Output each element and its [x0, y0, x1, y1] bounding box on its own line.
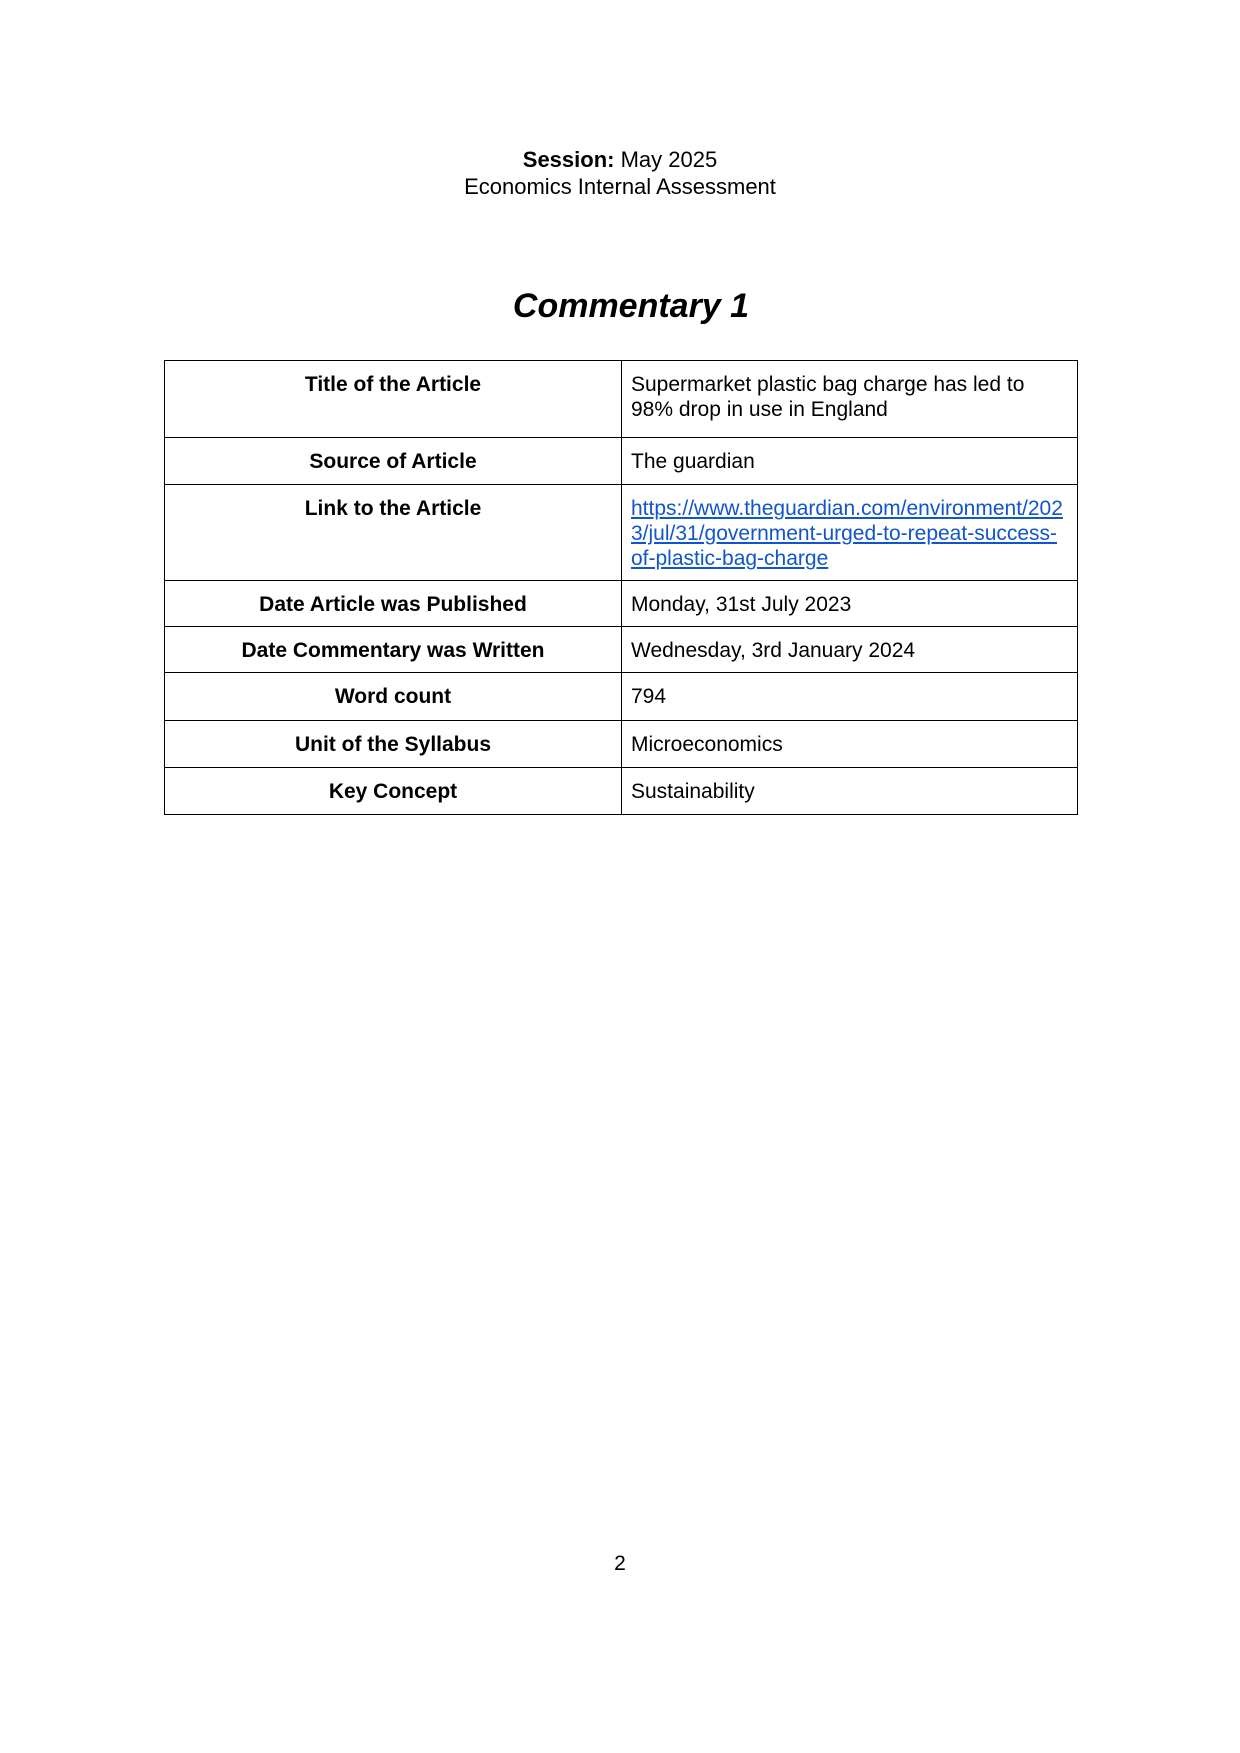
table-row [165, 581, 1078, 627]
table-row [165, 768, 1078, 815]
row-value-date-published: Monday, 31st July 2023 [622, 581, 1078, 627]
row-label-unit: Unit of the Syllabus [165, 721, 622, 768]
row-label-date-published: Date Article was Published [165, 581, 622, 627]
session-value: May 2025 [620, 147, 718, 172]
table-row [165, 627, 1078, 673]
page-number: 2 [614, 1552, 626, 1575]
session-label: Session: [522, 147, 615, 172]
row-label-date-written: Date Commentary was Written [165, 627, 622, 673]
row-label-key-concept: Key Concept [165, 768, 622, 815]
table-row [165, 721, 1078, 768]
row-value-word-count: 794 [622, 673, 1078, 721]
table-row [165, 673, 1078, 721]
article-link[interactable]: https://www.theguardian.com/environment/2023/jul/31/government-urged-to-repeat-success-of-plastic-bag-charge [631, 497, 1063, 570]
row-value-unit: Microeconomics [622, 721, 1078, 768]
table-row [165, 361, 1078, 438]
row-label-source: Source of Article [165, 438, 622, 485]
row-value-source: The guardian [622, 438, 1078, 485]
session-line [0, 146, 1240, 173]
row-value-title: Supermarket plastic bag charge has led to 98% drop in use in England [622, 361, 1078, 438]
table-row [165, 438, 1078, 485]
table-row [165, 485, 1078, 581]
row-value-key-concept: Sustainability [622, 768, 1078, 815]
document-subtitle: Economics Internal Assessment [464, 174, 776, 199]
row-value-date-written: Wednesday, 3rd January 2024 [622, 627, 1078, 673]
row-label-title: Title of the Article [165, 361, 622, 438]
page-title: Commentary 1 [512, 287, 750, 325]
row-value-link-cell [622, 485, 1078, 581]
article-info-table [164, 360, 1078, 815]
row-label-link: Link to the Article [165, 485, 622, 581]
row-label-word-count: Word count [165, 673, 622, 721]
